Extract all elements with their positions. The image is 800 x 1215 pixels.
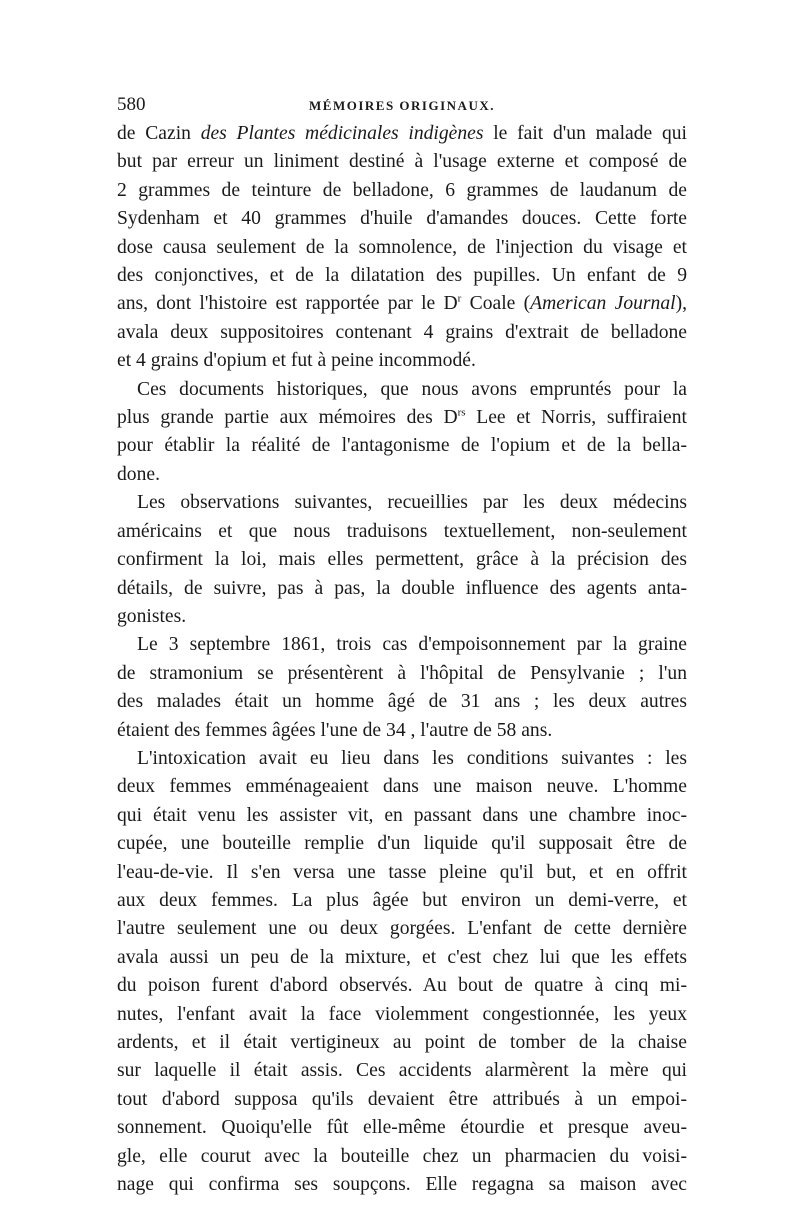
line-text: deux femmes emménageaient dans une maison neuve. L'homme — [117, 776, 687, 798]
line-text: des malades était un homme âgé de 31 ans ; les deux autres — [117, 691, 687, 713]
text-line — [117, 347, 687, 375]
text-line — [117, 489, 687, 517]
line-text: ), — [675, 293, 688, 315]
line-text: gle, elle courut avec la bouteille chez un pharmacien du voisi- — [117, 1145, 687, 1167]
line-text: Le 3 septembre 1861, trois cas d'empoisonnement par la graine — [137, 634, 687, 656]
line-text: Coale ( — [461, 293, 531, 315]
text-line — [117, 773, 687, 801]
text-line — [117, 575, 687, 603]
running-title: MÉMOIRES ORIGINAUX. — [309, 98, 495, 113]
line-text: Ces documents historiques, que nous avons empruntés pour la — [137, 378, 687, 400]
text-line — [117, 688, 687, 716]
line-text: du poison furent d'abord observés. Au bout de quatre à cinq mi- — [117, 975, 687, 997]
line-text: avala aussi un peu de la mixture, et c'est chez lui que les effets — [117, 946, 687, 968]
line-text: nage qui confirma ses soupçons. Elle regagna sa maison avec — [117, 1174, 687, 1196]
text-line — [117, 745, 687, 773]
line-text: Les observations suivantes, recueillies par les deux médecins — [137, 492, 687, 514]
line-text: but par erreur un liniment destiné à l'usage externe et composé de — [117, 151, 687, 173]
text-line — [117, 290, 687, 318]
text-line — [117, 915, 687, 943]
line-text: gonistes. — [117, 605, 187, 627]
line-text: ans, dont l'histoire est rapportée par le D — [117, 293, 458, 315]
line-text: ardents, et il était vertigineux au point de tomber de la chaise — [117, 1032, 687, 1053]
page-number: 580 — [117, 94, 146, 115]
line-text: confirment la loi, mais elles permettent, grâce à la précision des — [117, 549, 687, 571]
text-line — [117, 660, 687, 688]
text-line — [117, 1057, 687, 1085]
line-text: qui était venu les assister vit, en passant dans une chambre inoc- — [117, 804, 687, 826]
superscript-text: rs — [457, 406, 466, 419]
line-text: Sydenham et 40 grammes d'huile d'amandes douces. Cette forte — [117, 208, 687, 230]
line-text: des conjonctives, et de la dilatation des pupilles. Un enfant de 9 — [117, 265, 687, 287]
line-text: nutes, l'enfant avait la face violemment congestionnée, les yeux — [117, 1003, 687, 1025]
text-line — [117, 376, 687, 404]
line-text: de Cazin — [117, 123, 201, 144]
text-line — [117, 234, 687, 262]
line-text: étaient des femmes âgées l'une de 34 , l'autre de 58 ans. — [117, 719, 553, 741]
line-text: pour établir la réalité de l'antagonisme de l'opium et de la bella- — [117, 435, 687, 457]
line-text: l'autre seulement une ou deux gorgées. L'enfant de cette dernière — [117, 918, 687, 940]
line-text: et 4 grains d'opium et fut à peine incommodé. — [117, 350, 476, 372]
text-line — [117, 1114, 687, 1142]
page-header — [117, 92, 687, 120]
superscript-text: r — [457, 292, 462, 305]
text-line — [117, 859, 687, 887]
line-text: américains et que nous traduisons textuellement, non-seulement — [117, 520, 687, 542]
body-text — [117, 120, 687, 1199]
text-line — [117, 1086, 687, 1114]
text-line — [117, 944, 687, 972]
line-text: plus grande partie aux mémoires des D — [117, 407, 458, 429]
text-line — [117, 432, 687, 460]
text-line — [117, 1029, 687, 1057]
line-text: avala deux suppositoires contenant 4 grains d'extrait de belladone — [117, 321, 687, 343]
line-text: sonnement. Quoiqu'elle fût elle-même étourdie et presque aveu- — [117, 1117, 687, 1139]
text-line — [117, 461, 687, 489]
text-line — [117, 205, 687, 233]
text-line — [117, 631, 687, 659]
text-line — [117, 546, 687, 574]
text-line — [117, 1001, 687, 1029]
line-text: 2 grammes de teinture de belladone, 6 grammes de laudanum de — [117, 179, 687, 201]
text-line — [117, 830, 687, 858]
text-line — [117, 518, 687, 546]
text-line — [117, 887, 687, 915]
line-text: sur laquelle il était assis. Ces accidents alarmèrent la mère qui — [117, 1060, 687, 1082]
line-text: de stramonium se présentèrent à l'hôpital de Pensylvanie ; l'un — [117, 662, 687, 684]
text-line — [117, 177, 687, 205]
text-line — [117, 120, 687, 148]
text-line — [117, 802, 687, 830]
text-line — [117, 319, 687, 347]
text-line — [117, 1143, 687, 1171]
line-text: tout d'abord supposa qu'ils devaient être attribués à un empoi- — [117, 1088, 687, 1110]
line-text: l'eau-de-vie. Il s'en versa une tasse pleine qu'il but, et en offrit — [117, 861, 687, 883]
line-text: dose causa seulement de la somnolence, de l'injection du visage et — [117, 236, 687, 258]
text-line — [117, 603, 687, 631]
line-text: cupée, une bouteille remplie d'un liquide qu'il supposait être de — [117, 833, 687, 855]
line-text: le fait d'un malade qui — [483, 123, 687, 144]
text-line — [117, 262, 687, 290]
text-line — [117, 404, 687, 432]
line-text: L'intoxication avait eu lieu dans les conditions suivantes : les — [137, 747, 687, 769]
italic-text: American Journal — [530, 293, 676, 315]
text-line — [117, 1171, 687, 1199]
text-line — [117, 972, 687, 1000]
text-line — [117, 148, 687, 176]
book-page — [117, 92, 687, 1199]
line-text: done. — [117, 463, 160, 485]
line-text: Lee et Norris, suffiraient — [465, 407, 687, 429]
line-text: aux deux femmes. La plus âgée but environ un demi-verre, et — [117, 889, 687, 911]
italic-text: des Plantes médicinales indigènes — [200, 123, 484, 144]
line-text: détails, de suivre, pas à pas, la double influence des agents anta- — [117, 577, 687, 599]
text-line — [117, 717, 687, 745]
